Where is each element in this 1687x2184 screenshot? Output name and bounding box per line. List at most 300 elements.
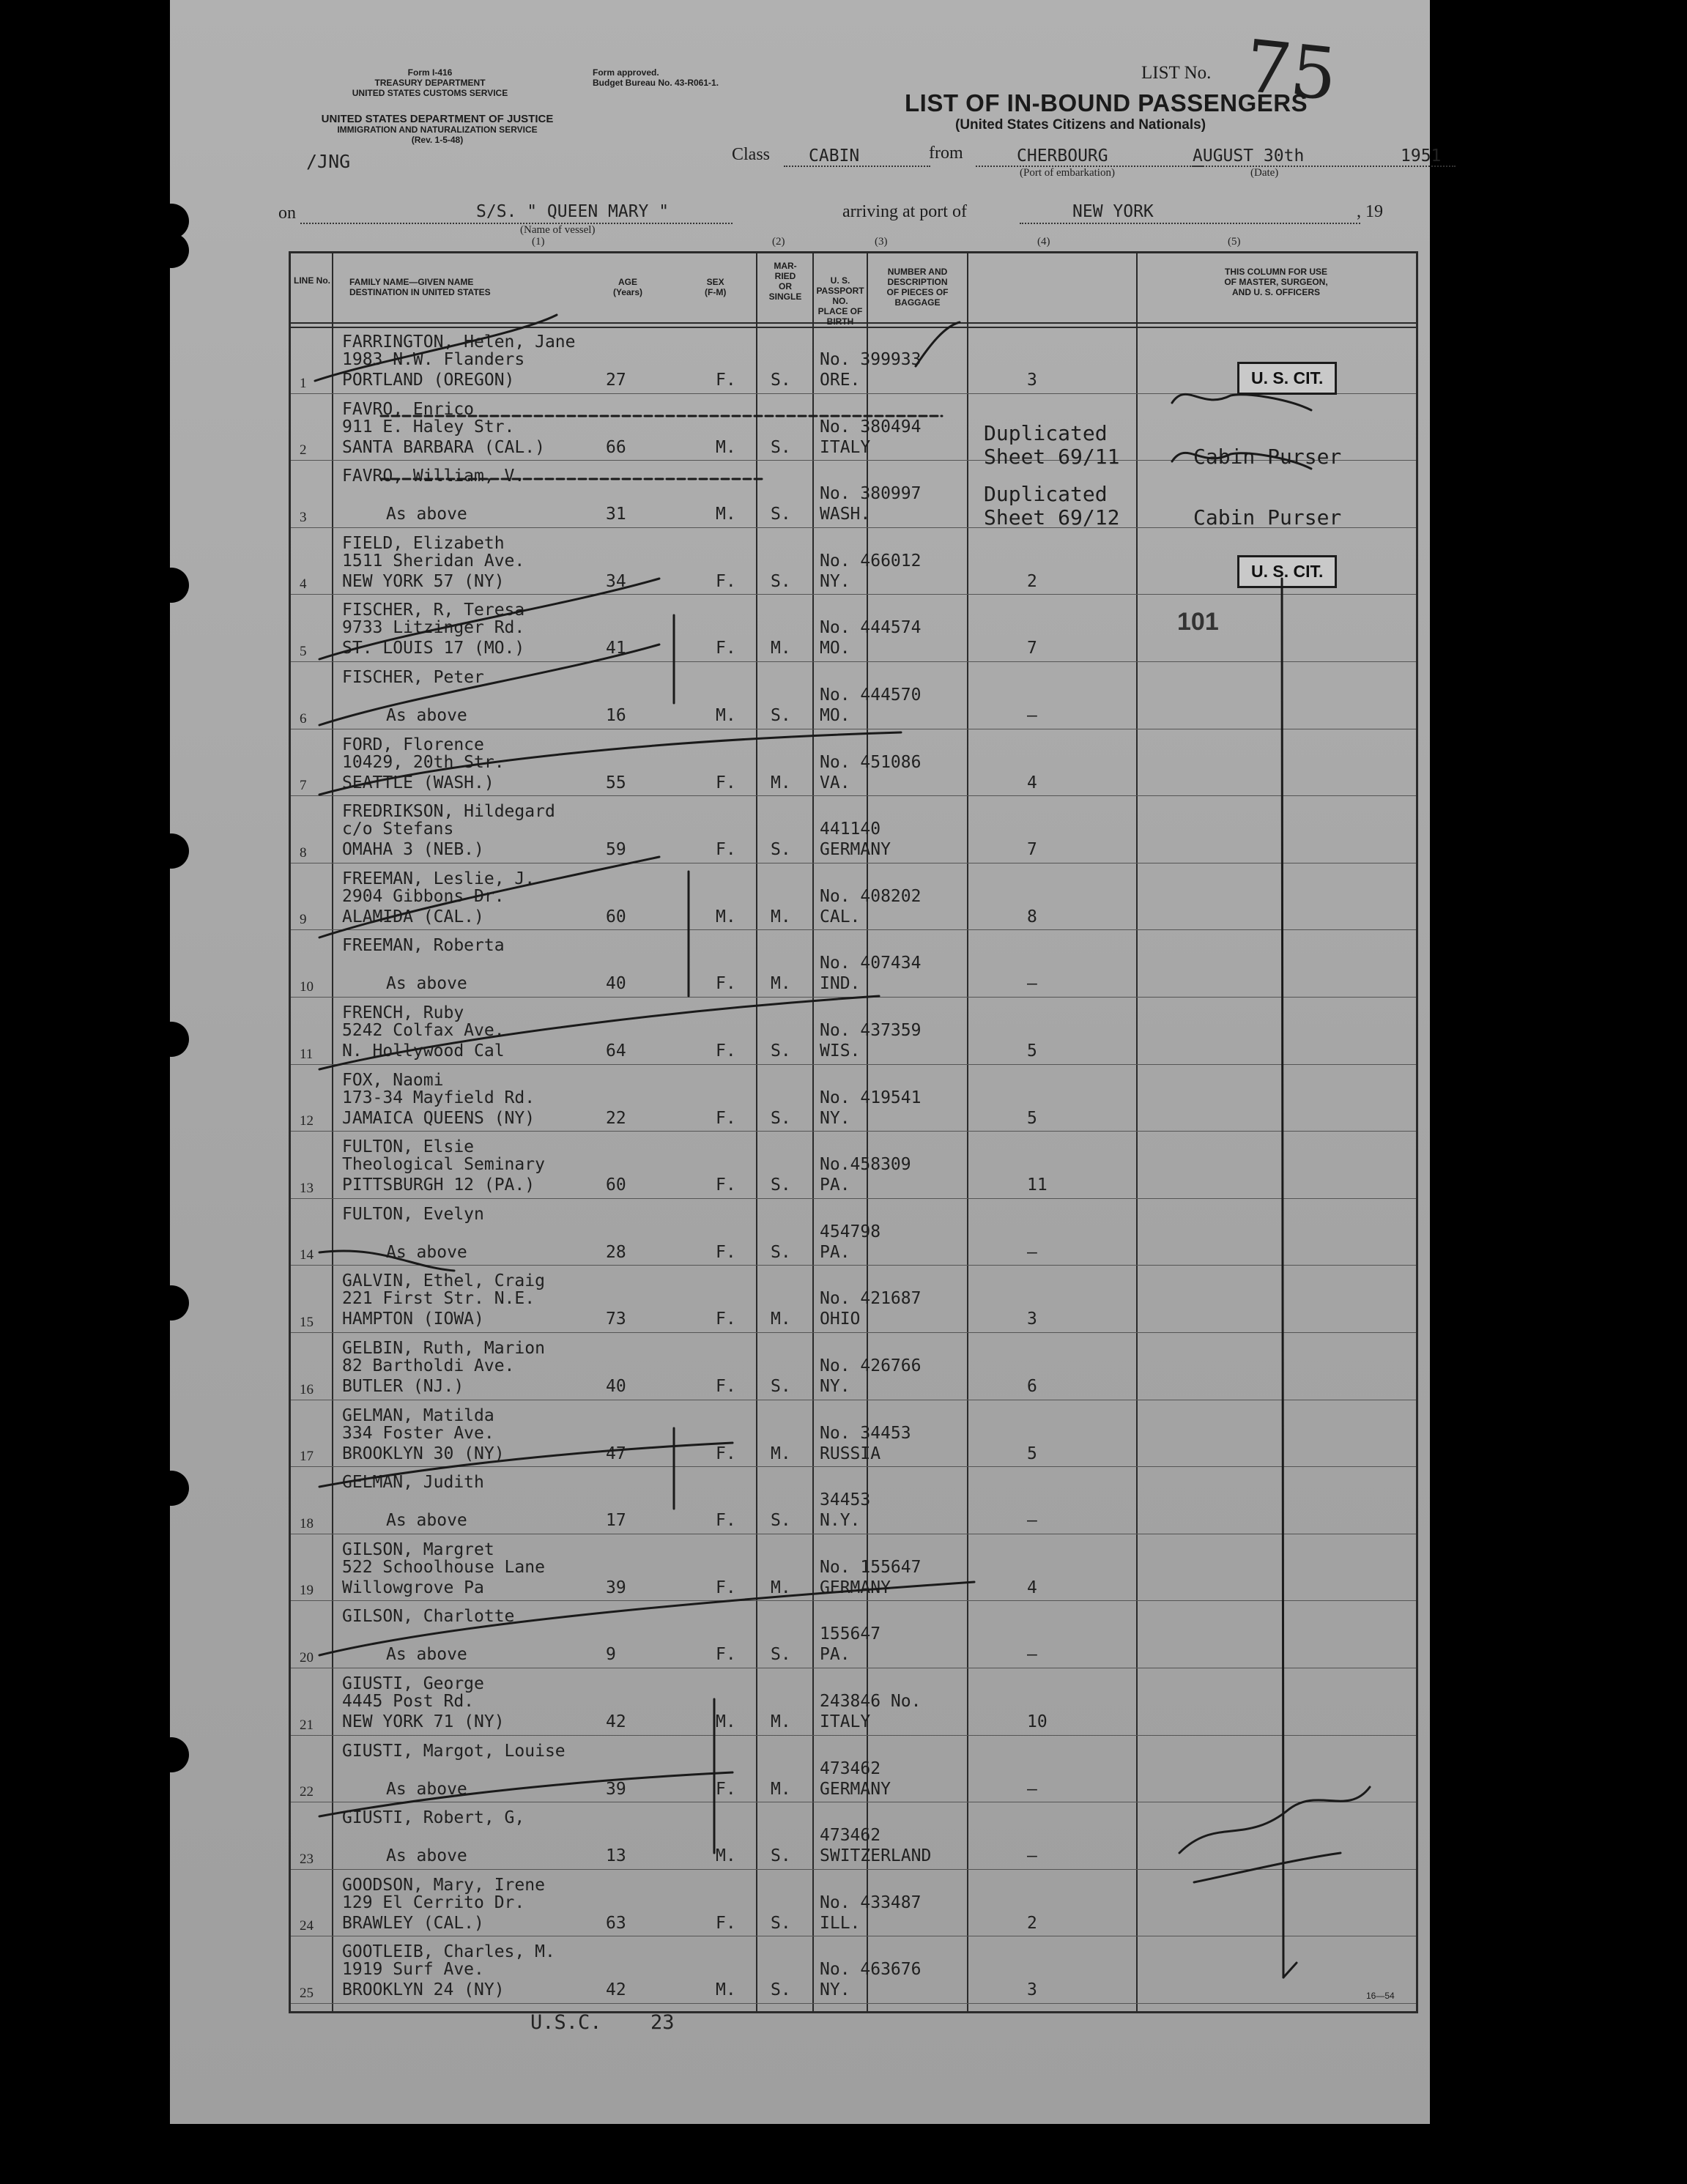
- table-row: [291, 1737, 1416, 1804]
- clerk-initials: /JNG: [306, 151, 351, 172]
- table-row: [291, 1803, 1416, 1871]
- sex-value: F.: [716, 1377, 736, 1396]
- passenger-name: FAVRO, Enrico: [342, 399, 475, 419]
- baggage-count: 2: [1027, 1913, 1037, 1933]
- duplicated-label: Duplicated: [984, 482, 1108, 506]
- marital-status: S.: [771, 371, 791, 390]
- row-divider: [291, 997, 1416, 998]
- sex-value: F.: [716, 1578, 736, 1597]
- passenger-name: GIUSTI, Robert, G,: [342, 1808, 525, 1828]
- passport-number: No. 463676: [820, 1960, 922, 1980]
- footer-count: 23: [650, 2011, 675, 2034]
- passenger-name: GELMAN, Matilda: [342, 1405, 494, 1425]
- class-value: CABIN: [809, 146, 860, 166]
- baggage-count: 2: [1027, 571, 1037, 591]
- baggage-count: 7: [1027, 639, 1037, 658]
- row-divider: [291, 1198, 1416, 1199]
- table-row: [291, 1468, 1416, 1535]
- sex-value: F.: [716, 974, 736, 994]
- destination: BRAWLEY (CAL.): [342, 1913, 484, 1933]
- port-underline: [1020, 223, 1360, 224]
- birth-place: ORE.: [820, 371, 861, 390]
- passport-number: 454798: [820, 1222, 881, 1241]
- purser-note-2: Cabin Purser: [1193, 505, 1342, 530]
- age-value: 60: [606, 907, 626, 926]
- passport-number: 473462: [820, 1826, 881, 1846]
- destination: Willowgrove Pa: [342, 1578, 484, 1597]
- address-line-1: 9733 Litzinger Rd.: [342, 618, 525, 638]
- marital-status: M.: [771, 1310, 791, 1329]
- passenger-name: FULTON, Evelyn: [342, 1204, 484, 1224]
- passport-number: No. 407434: [820, 954, 922, 973]
- sex-value: M.: [716, 437, 736, 457]
- marital-status: S.: [771, 1645, 791, 1665]
- table-row: [291, 1535, 1416, 1602]
- row-divider: [291, 1466, 1416, 1467]
- class-underline: [784, 166, 930, 167]
- table-row: [291, 1602, 1416, 1669]
- age-value: 40: [606, 1377, 626, 1396]
- passenger-name: FISCHER, Peter: [342, 668, 484, 687]
- table-row: [291, 730, 1416, 798]
- from-label: from: [929, 144, 963, 163]
- baggage-count: 10: [1027, 1712, 1048, 1731]
- age-value: 66: [606, 437, 626, 457]
- baggage-count: 3: [1027, 1310, 1037, 1329]
- duplicated-sheet: Sheet 69/12: [984, 505, 1120, 530]
- duplicated-note-2: [984, 483, 1119, 530]
- sex-value: F.: [716, 1310, 736, 1329]
- row-divider: [291, 1600, 1416, 1601]
- passenger-name: FAVRO, William, V.: [342, 467, 525, 486]
- passport-number: No.458309: [820, 1155, 911, 1175]
- line-number: 11: [300, 1046, 314, 1062]
- line-number: 1: [300, 375, 307, 391]
- table-row: [291, 1200, 1416, 1267]
- marital-status: S.: [771, 1108, 791, 1128]
- age-value: 42: [606, 1712, 626, 1731]
- passenger-name: GOOTLEIB, Charles, M.: [342, 1942, 555, 1962]
- baggage-count: 7: [1027, 840, 1037, 860]
- baggage-count: 5: [1027, 1041, 1037, 1061]
- address-line-1: 173-34 Mayfield Rd.: [342, 1088, 535, 1107]
- line-number: 22: [300, 1784, 314, 1800]
- marital-status: S.: [771, 706, 791, 725]
- birth-place: MO.: [820, 639, 850, 658]
- row-divider: [291, 1869, 1416, 1870]
- baggage-count: –: [1027, 1779, 1037, 1799]
- marital-status: S.: [771, 1980, 791, 2000]
- sex-value: F.: [716, 1913, 736, 1933]
- marital-status: S.: [771, 437, 791, 457]
- destination: As above: [386, 1645, 467, 1665]
- baggage-count: –: [1027, 1511, 1037, 1531]
- sex-value: F.: [716, 773, 736, 792]
- baggage-count: 4: [1027, 1578, 1037, 1597]
- baggage-count: –: [1027, 1846, 1037, 1866]
- age-value: 17: [606, 1511, 626, 1531]
- row-divider: [291, 2003, 1416, 2004]
- form-block-left: [302, 67, 558, 98]
- destination: As above: [386, 1779, 467, 1799]
- passenger-name: FREEMAN, Roberta: [342, 936, 505, 956]
- baggage-count: –: [1027, 1645, 1037, 1665]
- passport-number: No. 399933: [820, 350, 922, 369]
- vessel-value: S/S. " QUEEN MARY ": [476, 202, 670, 221]
- birth-place: NY.: [820, 1377, 850, 1396]
- address-line-1: c/o Stefans: [342, 820, 454, 839]
- row-divider: [291, 1265, 1416, 1266]
- passenger-name: FREDRIKSON, Hildegard: [342, 802, 555, 822]
- marital-status: M.: [771, 773, 791, 792]
- line-number: 25: [300, 1985, 314, 2001]
- destination: JAMAICA QUEENS (NY): [342, 1108, 535, 1128]
- date-value: AUGUST 30th: [1193, 146, 1305, 166]
- binder-hole: [154, 233, 189, 268]
- duplicated-note-1: [984, 422, 1119, 469]
- line-number: 5: [300, 643, 307, 659]
- birth-place: GERMANY: [820, 1779, 891, 1799]
- passport-number: No. 408202: [820, 886, 922, 906]
- sex-value: F.: [716, 840, 736, 860]
- address-line-1: 911 E. Haley Str.: [342, 417, 515, 437]
- passport-number: No. 380997: [820, 484, 922, 504]
- line-number: 10: [300, 978, 314, 995]
- customs-label: UNITED STATES CUSTOMS SERVICE: [352, 88, 508, 98]
- destination: BUTLER (NJ.): [342, 1377, 464, 1396]
- table-row: [291, 1669, 1416, 1737]
- binder-hole: [154, 1022, 189, 1057]
- sex-value: F.: [716, 1041, 736, 1061]
- baggage-count: 4: [1027, 773, 1037, 792]
- table-row: [291, 998, 1416, 1066]
- line-number: 13: [300, 1180, 314, 1196]
- row-divider: [291, 929, 1416, 930]
- sex-value: F.: [716, 1779, 736, 1799]
- age-value: 34: [606, 571, 626, 591]
- binder-hole: [154, 1285, 189, 1321]
- birth-place: NY.: [820, 1108, 850, 1128]
- passport-number: No. 426766: [820, 1356, 922, 1375]
- age-value: 55: [606, 773, 626, 792]
- baggage-count: 6: [1027, 1377, 1037, 1396]
- baggage-count: 5: [1027, 1108, 1037, 1128]
- sex-value: F.: [716, 1108, 736, 1128]
- marital-status: S.: [771, 571, 791, 591]
- sex-value: F.: [716, 1175, 736, 1195]
- col-header-married: MAR- RIED OR SINGLE: [768, 261, 802, 302]
- col-header-sex: SEX (F-M): [705, 277, 727, 297]
- sex-value: F.: [716, 371, 736, 390]
- line-number: 23: [300, 1851, 314, 1867]
- line-number: 4: [300, 576, 307, 593]
- list-title: LIST OF IN-BOUND PASSENGERS: [905, 89, 1308, 116]
- line-number: 24: [300, 1918, 314, 1934]
- marital-status: S.: [771, 1846, 791, 1866]
- row-divider: [291, 1735, 1416, 1736]
- sex-value: M.: [716, 706, 736, 725]
- birth-place: PA.: [820, 1175, 850, 1195]
- address-line-1: 129 El Cerrito Dr.: [342, 1893, 525, 1912]
- passport-number: No. 34453: [820, 1423, 911, 1443]
- age-value: 16: [606, 706, 626, 725]
- destination: NEW YORK 57 (NY): [342, 571, 505, 591]
- port-embark-label: (Port of embarkation): [1020, 167, 1115, 179]
- marital-status: S.: [771, 505, 791, 524]
- sex-value: M.: [716, 1712, 736, 1731]
- passport-number: 473462: [820, 1758, 881, 1778]
- birth-place: ITALY: [820, 437, 871, 457]
- date-underline: [1192, 166, 1456, 167]
- row-divider: [291, 1332, 1416, 1333]
- ins-label: IMMIGRATION AND NATURALIZATION SERVICE: [337, 125, 538, 135]
- baggage-count: 3: [1027, 371, 1037, 390]
- sex-value: M.: [716, 505, 736, 524]
- line-number: 3: [300, 509, 307, 525]
- col-header-passport: U. S. PASSPORT NO. PLACE OF BIRTH: [816, 275, 864, 327]
- marital-status: S.: [771, 1041, 791, 1061]
- form-approved: Form approved.: [593, 67, 659, 78]
- destination: As above: [386, 1242, 467, 1262]
- sex-value: F.: [716, 571, 736, 591]
- passenger-name: FARRINGTON, Helen, Jane: [342, 333, 576, 352]
- marital-status: S.: [771, 1377, 791, 1396]
- baggage-count: 3: [1027, 1980, 1037, 2000]
- sex-value: F.: [716, 639, 736, 658]
- passport-number: No. 155647: [820, 1557, 922, 1577]
- destination: As above: [386, 974, 467, 994]
- baggage-count: 8: [1027, 907, 1037, 926]
- us-citizen-stamp: U. S. CIT.: [1237, 555, 1337, 588]
- sex-value: F.: [716, 1511, 736, 1531]
- year-value: 1951: [1401, 146, 1442, 166]
- line-number: 2: [300, 442, 307, 458]
- on-label: on: [278, 204, 296, 223]
- line-number: 15: [300, 1314, 314, 1330]
- arriving-label: arriving at port of: [842, 202, 967, 221]
- marital-status: M.: [771, 1578, 791, 1597]
- table-row: [291, 931, 1416, 998]
- marital-status: M.: [771, 974, 791, 994]
- passenger-name: GALVIN, Ethel, Craig: [342, 1271, 545, 1291]
- duplicated-label: Duplicated: [984, 421, 1108, 445]
- passport-number: 441140: [820, 820, 881, 839]
- line-number: 16: [300, 1381, 314, 1397]
- binder-hole: [154, 568, 189, 603]
- passenger-name: FRENCH, Ruby: [342, 1003, 464, 1022]
- table-row: [291, 1937, 1416, 2005]
- marital-status: S.: [771, 1175, 791, 1195]
- age-value: 63: [606, 1913, 626, 1933]
- row-divider: [291, 1131, 1416, 1132]
- age-value: 42: [606, 1980, 626, 2000]
- age-value: 39: [606, 1578, 626, 1597]
- age-value: 73: [606, 1310, 626, 1329]
- stamped-number-101: 101: [1177, 608, 1219, 636]
- passenger-name: GILSON, Charlotte: [342, 1607, 515, 1627]
- address-line-1: 5242 Colfax Ave.: [342, 1021, 505, 1040]
- age-value: 64: [606, 1041, 626, 1061]
- marital-status: S.: [771, 1913, 791, 1933]
- passenger-name: FIELD, Elizabeth: [342, 533, 505, 553]
- row-divider: [291, 661, 1416, 662]
- marital-status: M.: [771, 907, 791, 926]
- destination: As above: [386, 706, 467, 725]
- year-prefix: , 19: [1357, 202, 1383, 221]
- address-line-1: 334 Foster Ave.: [342, 1423, 494, 1443]
- destination: As above: [386, 505, 467, 524]
- address-line-1: 1919 Surf Ave.: [342, 1960, 484, 1980]
- from-value: CHERBOURG: [1017, 146, 1108, 166]
- address-line-1: 522 Schoolhouse Lane: [342, 1557, 545, 1577]
- passport-number: No. 380494: [820, 417, 922, 437]
- duplicated-sheet: Sheet 69/11: [984, 445, 1120, 469]
- age-value: 9: [606, 1645, 616, 1665]
- page-code: 16—54: [1366, 1991, 1395, 2001]
- age-value: 60: [606, 1175, 626, 1195]
- birth-place: RUSSIA: [820, 1444, 881, 1463]
- justice-block: [272, 114, 602, 145]
- line-number: 14: [300, 1247, 314, 1263]
- passenger-name: FOX, Naomi: [342, 1070, 444, 1090]
- age-value: 27: [606, 371, 626, 390]
- age-value: 47: [606, 1444, 626, 1463]
- table-row: [291, 1871, 1416, 1938]
- destination: SANTA BARBARA (CAL.): [342, 437, 545, 457]
- birth-place: NY.: [820, 1980, 850, 2000]
- age-value: 13: [606, 1846, 626, 1866]
- colnum-5: (5): [1228, 236, 1241, 248]
- colnum-1: (1): [532, 236, 545, 248]
- passenger-name: GOODSON, Mary, Irene: [342, 1875, 545, 1895]
- destination: PORTLAND (OREGON): [342, 371, 515, 390]
- destination: NEW YORK 71 (NY): [342, 1712, 505, 1731]
- birth-place: SWITZERLAND: [820, 1846, 932, 1866]
- passenger-name: GIUSTI, Margot, Louise: [342, 1741, 566, 1761]
- col-header-line-no: LINE No.: [294, 275, 330, 286]
- address-line-1: 221 First Str. N.E.: [342, 1289, 535, 1309]
- line-number: 20: [300, 1649, 314, 1665]
- passport-number: 155647: [820, 1624, 881, 1644]
- age-value: 22: [606, 1108, 626, 1128]
- destination: BROOKLYN 30 (NY): [342, 1444, 505, 1463]
- birth-place: ILL.: [820, 1913, 861, 1933]
- form-number: Form I-416: [407, 67, 453, 78]
- vessel-underline: [300, 223, 733, 224]
- us-citizen-stamp: U. S. CIT.: [1237, 362, 1337, 395]
- passport-number: No. 433487: [820, 1893, 922, 1912]
- line-number: 7: [300, 778, 307, 794]
- passport-number: No. 437359: [820, 1021, 922, 1040]
- age-value: 28: [606, 1242, 626, 1262]
- table-row: [291, 1266, 1416, 1334]
- birth-place: MO.: [820, 706, 850, 725]
- passenger-name: FISCHER, R, Teresa: [342, 601, 525, 620]
- col-header-name: FAMILY NAME—GIVEN NAME DESTINATION IN UNITED STATES: [349, 277, 491, 297]
- sex-value: F.: [716, 1645, 736, 1665]
- sex-value: F.: [716, 1444, 736, 1463]
- baggage-count: 5: [1027, 1444, 1037, 1463]
- line-number: 6: [300, 710, 307, 727]
- baggage-count: –: [1027, 1242, 1037, 1262]
- address-line-1: Theological Seminary: [342, 1155, 545, 1175]
- port-value: NEW YORK: [1072, 202, 1154, 221]
- date-label: (Date): [1250, 167, 1279, 179]
- vessel-label: (Name of vessel): [520, 224, 596, 236]
- line-number: 9: [300, 912, 307, 928]
- passport-number: No. 444574: [820, 618, 922, 638]
- birth-place: OHIO: [820, 1310, 861, 1329]
- sex-value: M.: [716, 1980, 736, 2000]
- passport-number: No. 419541: [820, 1088, 922, 1107]
- birth-place: NY.: [820, 571, 850, 591]
- destination: OMAHA 3 (NEB.): [342, 840, 484, 860]
- address-line-1: 4445 Post Rd.: [342, 1692, 475, 1711]
- birth-place: GERMANY: [820, 1578, 891, 1597]
- marital-status: M.: [771, 1712, 791, 1731]
- destination: PITTSBURGH 12 (PA.): [342, 1175, 535, 1195]
- destination: ST. LOUIS 17 (MO.): [342, 639, 525, 658]
- destination: N. Hollywood Cal: [342, 1041, 505, 1061]
- marital-status: M.: [771, 639, 791, 658]
- list-no-value: 75: [1241, 24, 1341, 118]
- col-header-age: AGE (Years): [613, 277, 643, 297]
- line-number: 17: [300, 1449, 314, 1465]
- passenger-name: GIUSTI, George: [342, 1674, 484, 1693]
- marital-status: M.: [771, 1444, 791, 1463]
- treasury-label: TREASURY DEPARTMENT: [374, 78, 486, 88]
- address-line-1: 82 Bartholdi Ave.: [342, 1356, 515, 1375]
- passport-number: No. 421687: [820, 1289, 922, 1309]
- baggage-count: 11: [1027, 1175, 1048, 1195]
- table-row: [291, 663, 1416, 730]
- birth-place: PA.: [820, 1645, 850, 1665]
- birth-place: ITALY: [820, 1712, 871, 1731]
- birth-place: IND.: [820, 974, 861, 994]
- row-divider: [291, 594, 1416, 595]
- colnum-2: (2): [772, 236, 785, 248]
- row-divider: [291, 795, 1416, 796]
- address-line-1: 1511 Sheridan Ave.: [342, 551, 525, 571]
- footer-usc: U.S.C.: [530, 2011, 602, 2034]
- col-header-baggage: NUMBER AND DESCRIPTION OF PIECES OF BAGGAGE: [886, 267, 949, 308]
- passenger-name: GELMAN, Judith: [342, 1473, 484, 1493]
- row-divider: [291, 1064, 1416, 1065]
- revision-label: (Rev. 1-5-48): [411, 135, 464, 145]
- table-row: [291, 864, 1416, 932]
- passport-number: No. 444570: [820, 686, 922, 705]
- passenger-name: GILSON, Margret: [342, 1539, 494, 1559]
- passport-number: 243846 No.: [820, 1692, 922, 1711]
- table-row: [291, 1334, 1416, 1401]
- age-value: 41: [606, 639, 626, 658]
- binder-hole: [154, 833, 189, 869]
- birth-place: N.Y.: [820, 1511, 861, 1531]
- class-label: Class: [732, 145, 771, 164]
- birth-place: WASH.: [820, 505, 871, 524]
- marital-status: S.: [771, 1242, 791, 1262]
- age-value: 59: [606, 840, 626, 860]
- table-row: [291, 1401, 1416, 1468]
- birth-place: PA.: [820, 1242, 850, 1262]
- marital-status: M.: [771, 1779, 791, 1799]
- passport-number: No. 466012: [820, 551, 922, 571]
- table-row: [291, 595, 1416, 663]
- age-value: 40: [606, 974, 626, 994]
- binder-hole: [154, 1737, 189, 1772]
- sex-value: F.: [716, 1242, 736, 1262]
- justice-label: UNITED STATES DEPARTMENT OF JUSTICE: [321, 113, 554, 125]
